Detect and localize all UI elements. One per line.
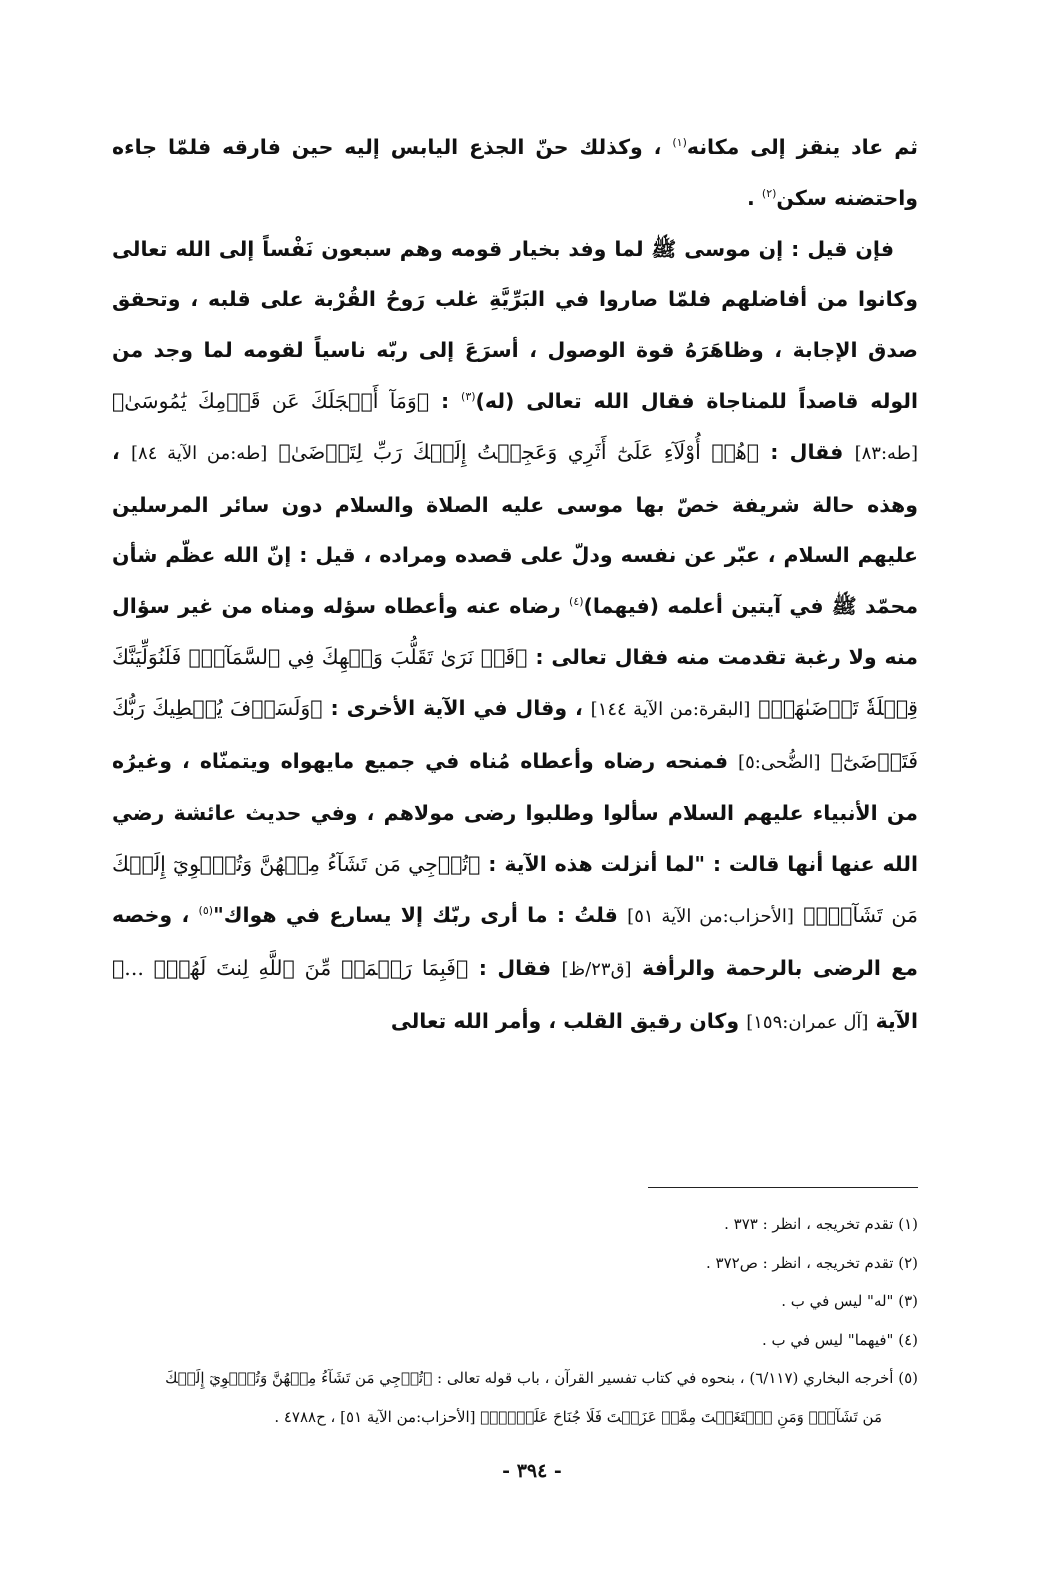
text-run: ، وخصه مع الرضى بالرحمة والرأفة xyxy=(112,902,918,980)
quran-verse: ﴿وَلَسَوۡفَ يُعۡطِيكَ رَبُّكَ فَتَرۡضَىٰٓ﴾ xyxy=(112,695,918,773)
paragraph-1 xyxy=(112,122,918,224)
text-run: ، وهذه حالة شريفة خصّ بها موسى عليه الصلاة والسلام دون سائر المرسلين عليهم السلام ، عبّر عن نفسه ودلّ على قصده ومراده ، قيل : إنّ الله عظّم شأن محمّد ﷺ في آيتين أعلمه (فيهما) xyxy=(112,439,919,619)
footnote-1: (١) تقدم تخريجه ، انظر : ٣٧٣ . xyxy=(724,1215,918,1233)
footnote-marker: (٣) xyxy=(461,390,476,404)
quran-verse: ﴿تُرۡجِي مَن تَشَآءُ مِنۡهُنَّ وَتُـٔۡوِيٓ إِلَيۡكَ مَن تَشَآءُۖ﴾ xyxy=(112,852,918,927)
footnote-marker: (٢) xyxy=(761,186,777,200)
footnote-5-continuation: مَن تَشَآءُۖ وَمَنِ ٱبۡتَغَيۡتَ مِمَّنۡ عَزَلۡتَ فَلَا جُنَاحَ عَلَيۡكَۚ﴾ [الأحزاب:من الآية ٥١] ، ح٤٧٨٨ . xyxy=(274,1407,882,1426)
text-run: : xyxy=(429,388,462,413)
footnotes xyxy=(112,1205,918,1436)
quran-verse: ﴿قَدۡ نَرَىٰ تَقَلُّبَ وَجۡهِكَ فِي ٱلسَّمَآءِۖ فَلَنُوَلِّيَنَّكَ قِبۡلَةٗ تَرۡضَىٰهَاۚ﴾ xyxy=(112,644,918,720)
footnote-3: (٣) "له" ليس في ب . xyxy=(781,1292,918,1310)
text-run: ، وكذلك حنّ الجذع اليابس إليه حين فارقه فلمّا جاءه واحتضنه سكن xyxy=(112,135,918,210)
verse-reference: [الأحزاب:من الآية ٥١] xyxy=(627,905,794,927)
text-run: فقال : xyxy=(468,955,562,980)
page-number: - ٣٩٤ - xyxy=(502,1460,562,1482)
verse-reference: [طه:٨٣] xyxy=(854,442,919,464)
quran-verse: ﴿هُمۡ أُوْلَآءِ عَلَىٰٓ أَثَرِي وَعَجِلۡتُ إِلَيۡكَ رَبِّ لِتَرۡضَىٰ﴾ xyxy=(278,439,760,464)
text-run: . xyxy=(746,185,762,210)
text-run: ثم عاد ينقز إلى مكانه xyxy=(686,135,918,159)
verse-reference: [ق٢٣/ظ] xyxy=(561,958,632,980)
paragraph-2 xyxy=(112,224,918,1049)
verse-reference: [الضُّحى:٥] xyxy=(738,751,821,773)
text-run: الآية xyxy=(868,1008,918,1033)
text-run: قلتُ : ما أرى ربّك إلا يسارع في هواك" xyxy=(213,902,628,927)
footnote-marker: (٥) xyxy=(198,904,214,918)
quran-verse: ﴿فَبِمَا رَحۡمَةٖ مِّنَ ٱللَّهِ لِنتَ لَهُمۡۖ ...﴾ xyxy=(112,955,469,980)
main-text xyxy=(112,122,918,1048)
footnote-2: (٢) تقدم تخريجه ، انظر : ص٣٧٢ . xyxy=(705,1253,918,1272)
text-run: ، وقال في الآية الأخرى : xyxy=(322,695,591,720)
text-run: فإن قيل : إن موسى ﷺ لما وفد بخيار قومه وهم سبعون نَفْساً إلى الله تعالى وكانوا من أفاضلهم فلمّا صاروا في البَرِّيَّةِ غلب رَوحُ القُرْبة على قلبه ، وتحقق صدق الإجابة ، وظاهَرَهُ قوة الوصول ، أسرَعَ إلى ربّه ناسياً لقومه لما وجد من الوله قاصداً للمناجاة فقال الله تعالى (له) xyxy=(112,236,918,413)
verse-reference: [البقرة:من الآية ١٤٤] xyxy=(590,698,751,720)
footnote-marker: (٤) xyxy=(569,595,584,609)
text-run: وكان رقيق القلب ، وأمر الله تعالى xyxy=(390,1008,747,1033)
footnote-separator xyxy=(648,1187,918,1188)
footnote-5: (٥) أخرجه البخاري (٦/١١٧) ، بنحوه في كتاب تفسير القرآن ، باب قوله تعالى : ﴿تُرۡجِي مَن تَشَآءُ مِنۡهُنَّ وَتُـٔۡوِيٓ إِلَيۡكَ xyxy=(165,1369,918,1387)
text-run xyxy=(267,440,278,464)
text-run: فمنحه رضاه وأعطاه مُناه في جميع مايهواه ويتمنّاه ، وغيرُه من الأنبياء عليهم السلام سألوا وطلبوا رضى مولاهم ، وفي حديث عائشة رضي الله عنها أنها قالت : "لما أنزلت هذه الآية : xyxy=(112,748,919,877)
text-run xyxy=(821,749,831,773)
footnote-4: (٤) "فيهما" ليس في ب . xyxy=(761,1330,918,1349)
text-run xyxy=(794,903,803,927)
text-run: رضاه عنه وأعطاه سؤله ومناه من غير سؤال منه ولا رغبة تقدمت منه فقال تعالى : xyxy=(112,594,918,669)
quran-verse: ﴿وَمَآ أَعۡجَلَكَ عَن قَوۡمِكَ يَٰمُوسَىٰ﴾ xyxy=(112,388,430,413)
footnote-marker: (١) xyxy=(672,136,687,150)
verse-reference: [طه:من الآية ٨٤] xyxy=(131,442,268,464)
verse-reference: [آل عمران:١٥٩] xyxy=(746,1011,869,1033)
text-run: فقال : xyxy=(759,439,855,464)
